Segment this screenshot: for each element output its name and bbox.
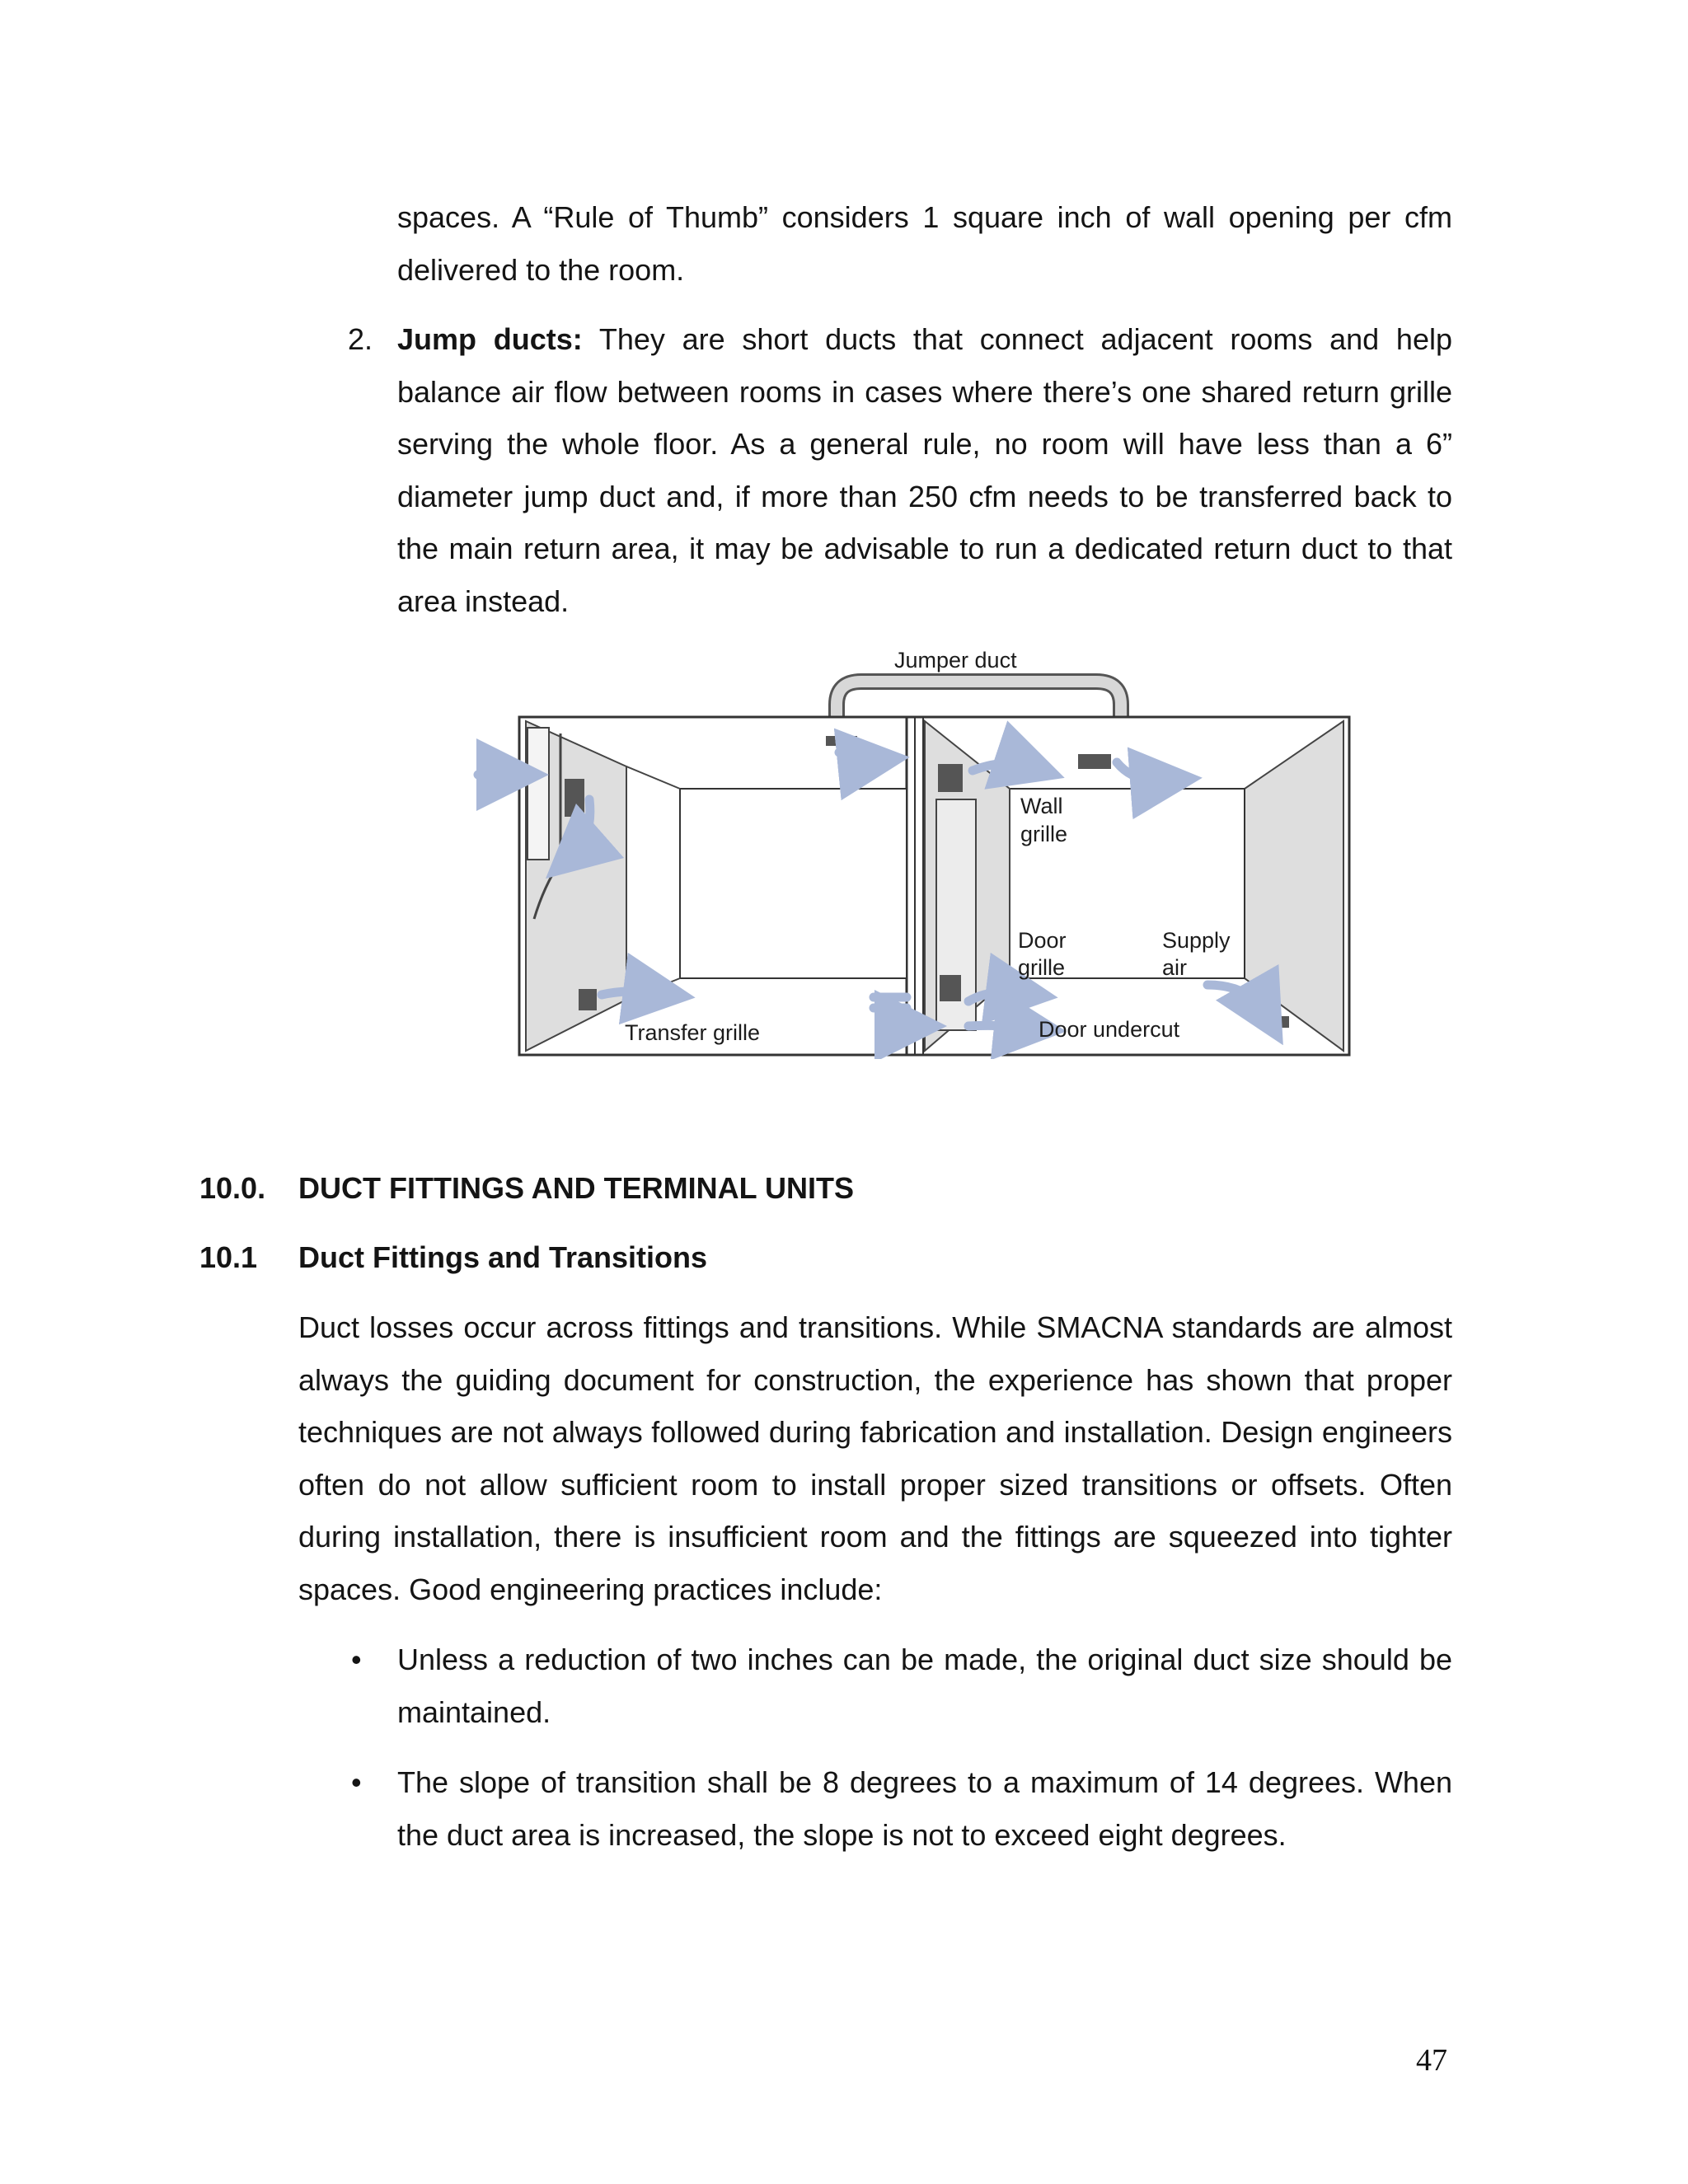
transfer-grille-lower: [579, 989, 597, 1010]
bullet-marker: •: [351, 1765, 362, 1799]
subsection-number: 10.1: [199, 1240, 258, 1274]
jump-ducts-paragraph: [397, 313, 1452, 627]
bullet-marker: •: [351, 1643, 362, 1676]
label-wall-grille-1: Wall: [1020, 794, 1063, 818]
label-door-grille-2: grille: [1018, 955, 1066, 980]
wall-grille-left: [565, 779, 584, 817]
label-wall-grille-2: grille: [1020, 822, 1068, 846]
jump-ducts-term: Jump ducts:: [397, 322, 583, 356]
bullet-item: Unless a reduction of two inches can be made, the original duct size should be maintained.: [397, 1643, 1452, 1729]
section-title: DUCT FITTINGS AND TERMINAL UNITS: [298, 1171, 854, 1205]
left-room-back-wall: [680, 789, 907, 978]
jump-duct-diagram: [462, 639, 1368, 1059]
bullet-item: The slope of transition shall be 8 degrees to a maximum of 14 degrees. When the duct area is increased, the slope is not to exceed eight degrees.: [397, 1765, 1452, 1852]
page-number: 47: [1416, 2043, 1447, 2078]
jump-ducts-text: They are short ducts that connect adjacent rooms and help balance air flow between rooms in cases where there’s one shared return grille serving the whole floor. As a general rule, no room will have less than a 6” diameter jump duct and, if more than 250 cfm needs to be transferred back to the main return area, it may be advisable to run a dedicated return duct to that area instead.: [397, 322, 1452, 618]
intro-continuation: spaces. A “Rule of Thumb” considers 1 square inch of wall opening per cfm delivered to the room.: [397, 200, 1452, 287]
wall-grille-right: [938, 764, 963, 792]
label-door-undercut: Door undercut: [1039, 1017, 1180, 1042]
subsection-body: Duct losses occur across fittings and transitions. While SMACNA standards are almost always the guiding document for construction, the experience has shown that proper techniques are not always followed during fabrication and installation. Design engineers often do not allow sufficient room to install proper sized transitions or offsets. Often during installation, there is insufficient room and the fittings are squeezed into tighter spaces. Good engineering practices include:: [298, 1310, 1452, 1606]
label-supply-air-1: Supply: [1162, 928, 1231, 953]
label-supply-air-2: air: [1162, 955, 1188, 980]
subsection-title: Duct Fittings and Transitions: [298, 1240, 708, 1274]
list-item-number: 2.: [348, 322, 373, 356]
label-jumper-duct: Jumper duct: [894, 648, 1017, 673]
ceiling-grille-left: [826, 736, 857, 746]
label-transfer-grille: Transfer grille: [625, 1020, 761, 1045]
section-number: 10.0.: [199, 1171, 266, 1205]
ceiling-grille-right: [1078, 754, 1111, 769]
door-grille: [940, 975, 961, 1001]
label-door-grille-1: Door: [1018, 928, 1067, 953]
